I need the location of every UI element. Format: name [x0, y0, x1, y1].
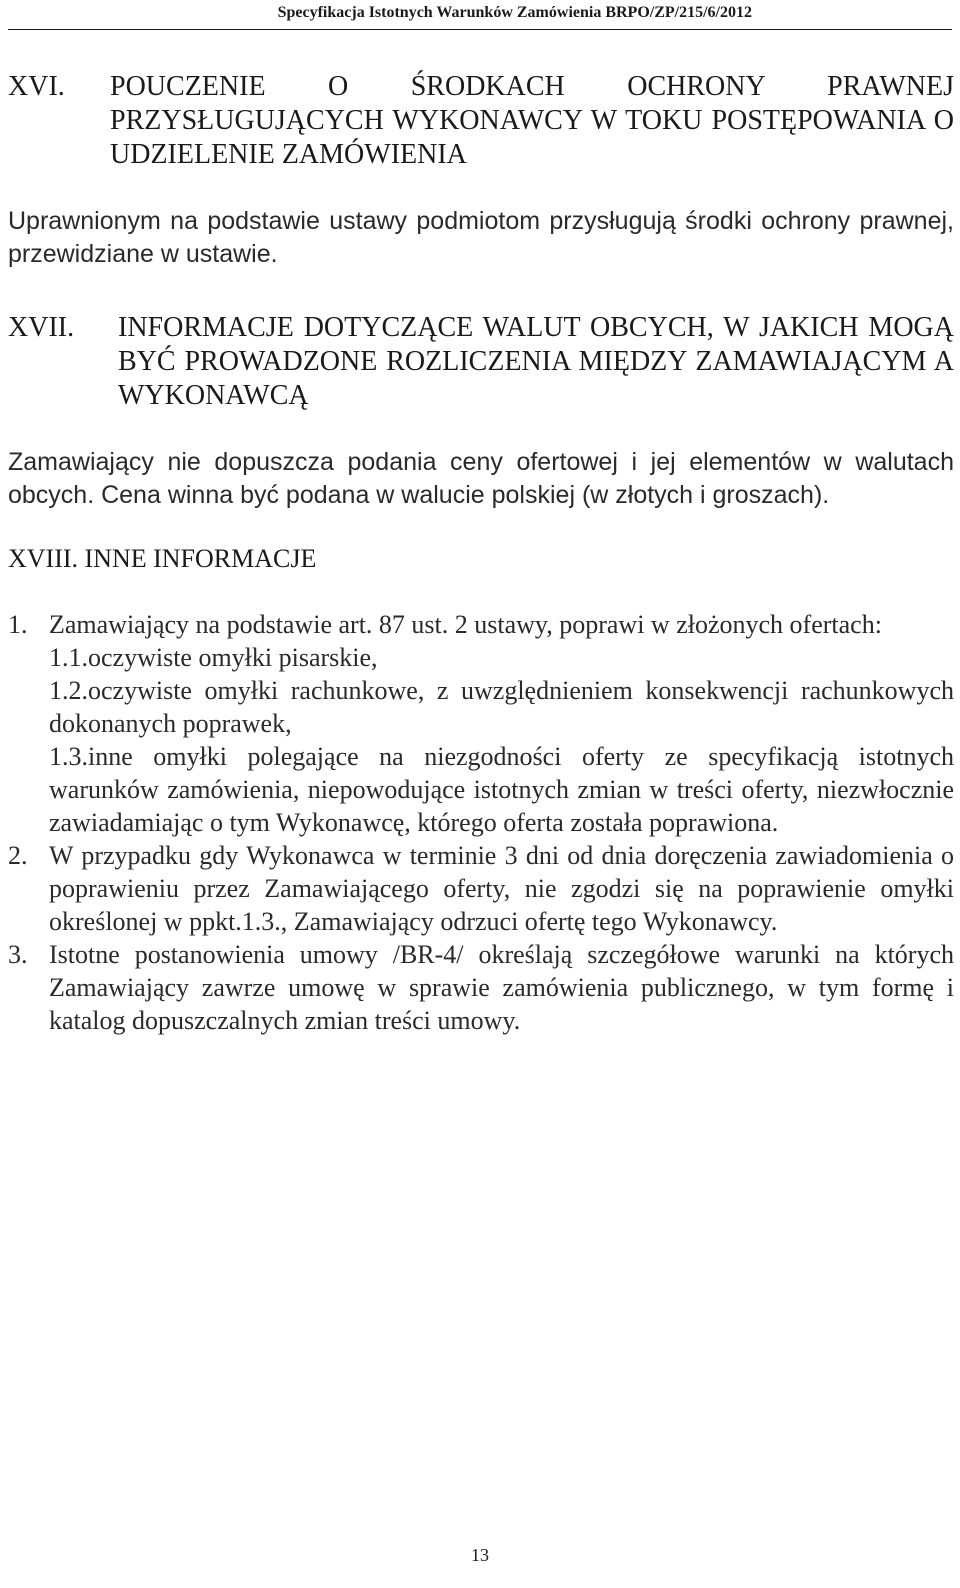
list-item-number: 3. [8, 940, 28, 969]
section-18-list [8, 608, 954, 1037]
section-17-title: INFORMACJE DOTYCZĄCE WALUT OBCYCH, W JAKICH MOGĄ BYĆ PROWADZONE ROZLICZENIA MIĘDZY ZAMAWIAJĄCYM A WYKONAWCĄ [118, 312, 954, 411]
header-title: Specyfikacja Istotnych Warunków Zamówienia BRPO/ZP/215/6/2012 [277, 4, 752, 21]
list-item-body [49, 839, 954, 938]
section-17-heading [8, 311, 954, 413]
list-item-body [49, 938, 954, 1037]
section-18-heading: XVIII. INNE INFORMACJE [8, 544, 317, 573]
section-16-text: Uprawnionym na podstawie ustawy podmiotom przysługują środki ochrony prawnej, przewidziane w ustawie. [8, 207, 954, 268]
list-item [8, 839, 954, 938]
sub-item-1-1: 1.1.oczywiste omyłki pisarskie, [49, 643, 378, 672]
page-header [8, 0, 952, 30]
list-item-text: W przypadku gdy Wykonawca w terminie 3 dni od dnia doręczenia zawiadomienia o poprawieniu przez Zamawiającego oferty, nie zgodzi się na poprawienie omyłki określonej w ppkt.1.3., Zamawiający odrzuci ofertę tego Wykonawcy. [49, 841, 954, 936]
list-item-text: Istotne postanowienia umowy /BR-4/ określają szczegółowe warunki na których Zamawiający zawrze umowę w sprawie zamówienia publicznego, w tym formę i katalog dopuszczalnych zmian treści umowy. [49, 940, 954, 1035]
list-item [8, 608, 954, 839]
list-item-body [49, 608, 954, 839]
section-16-title: POUCZENIE O ŚRODKACH OCHRONY PRAWNEJ PRZYSŁUGUJĄCYCH WYKONAWCY W TOKU POSTĘPOWANIA O UDZIELENIE ZAMÓWIENIA [110, 71, 954, 170]
list-item-number: 1. [8, 610, 28, 639]
page-number: 13 [471, 1545, 489, 1565]
page-content [8, 70, 954, 1037]
sub-item-1-3: 1.3.inne omyłki polegające na niezgodności oferty ze specyfikacją istotnych warunków zamówienia, niepowodujące istotnych zmian w treści oferty, niezwłocznie zawiadamiając o tym Wykonawcę, którego oferta została poprawiona. [49, 742, 954, 837]
section-17-number: XVII. [8, 312, 75, 343]
list-item [8, 938, 954, 1037]
section-17-text: Zamawiający nie dopuszcza podania ceny ofertowej i jej elementów w walutach obcych. Cena winna być podana w walucie polskiej (w złotych i groszach). [8, 448, 954, 509]
list-item-number: 2. [8, 841, 28, 870]
sub-item-1-2: 1.2.oczywiste omyłki rachunkowe, z uwzględnieniem konsekwencji rachunkowych dokonanych poprawek, [49, 676, 954, 738]
list-item-text: Zamawiający na podstawie art. 87 ust. 2 ustawy, poprawi w złożonych ofertach: [49, 610, 882, 639]
section-16-heading [8, 70, 954, 172]
section-16-number: XVI. [8, 71, 65, 102]
